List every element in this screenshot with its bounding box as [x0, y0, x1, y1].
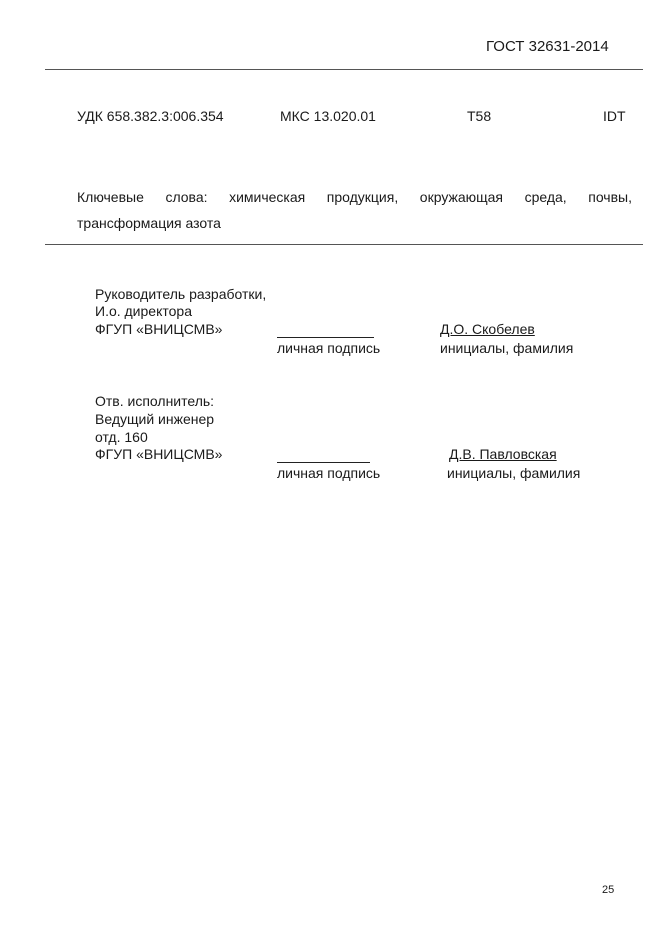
header-divider: [45, 69, 643, 70]
role-line: Отв. исполнитель:: [95, 393, 215, 409]
classification-code: Т58: [467, 108, 492, 124]
signer-name: Д.В. Павловская: [449, 446, 557, 462]
organization: ФГУП «ВНИЦСМВ»: [95, 446, 223, 462]
standard-code: ГОСТ 32631-2014: [486, 38, 609, 55]
keywords-divider: [45, 244, 643, 245]
signature-caption: личная подпись: [277, 340, 381, 356]
role-line: И.о. директора: [95, 303, 192, 319]
organization: ФГУП «ВНИЦСМВ»: [95, 321, 223, 337]
role-line: Ведущий инженер: [95, 411, 215, 427]
keywords-line-1: Ключевые слова: химическая продукция, окружающая среда, почвы,: [77, 189, 632, 205]
udk-code: УДК 658.382.3:006.354: [77, 108, 224, 124]
signature-line: [277, 462, 370, 463]
page-number: 25: [602, 884, 615, 896]
signature-caption: личная подпись: [277, 465, 381, 481]
name-caption: инициалы, фамилия: [447, 465, 581, 481]
mks-code: МКС 13.020.01: [280, 108, 376, 124]
equivalence-code: IDT: [603, 108, 626, 124]
role-line: отд. 160: [95, 429, 148, 445]
signature-line: [277, 337, 374, 338]
name-caption: инициалы, фамилия: [440, 340, 574, 356]
signer-name: Д.О. Скобелев: [440, 321, 535, 337]
role-line: Руководитель разработки,: [95, 286, 267, 302]
keywords-line-2: трансформация азота: [77, 215, 221, 231]
